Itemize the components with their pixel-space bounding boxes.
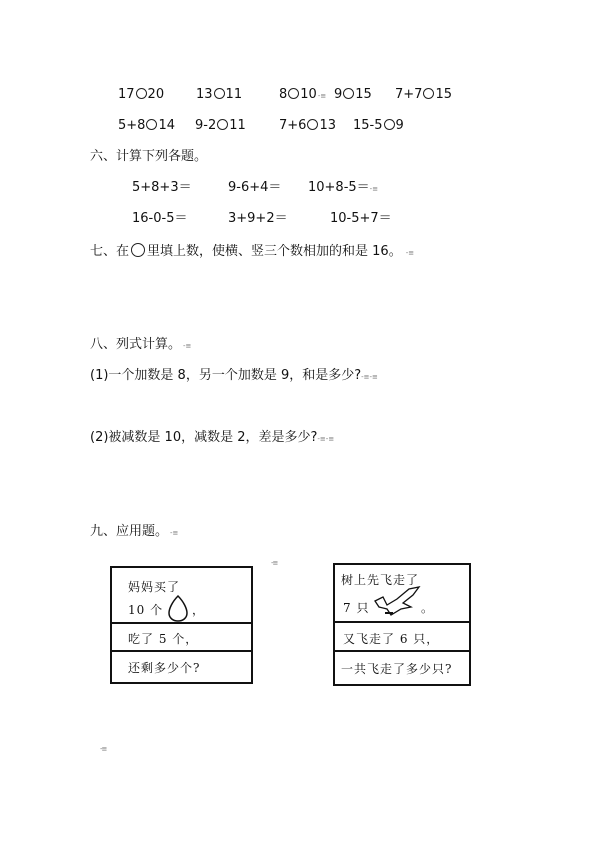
- format-mark: -≡: [100, 745, 107, 753]
- card-text: 一共飞走了多少只?: [341, 662, 453, 676]
- card-text: 树上先飞走了: [341, 573, 420, 587]
- compare-item: 13 11: [196, 87, 243, 102]
- egg-icon: [167, 594, 189, 622]
- section-7-title: 七、在 里填上数，使横、竖三个数相加的和是 16。 -≡: [90, 244, 415, 259]
- blank-circle[interactable]: [146, 119, 157, 130]
- compare-item: 15-5 9: [353, 118, 404, 133]
- card-divider: [335, 650, 469, 652]
- format-mark: -≡: [170, 529, 179, 537]
- compare-item: 17 20: [118, 87, 165, 102]
- calc-item: 16-0-5＝: [132, 211, 188, 226]
- card-text: 又飞走了 6 只，: [343, 632, 440, 646]
- section-8-title: 八、列式计算。 -≡: [90, 337, 192, 352]
- calc-item: 5+8+3＝: [132, 180, 192, 195]
- question-1: (1)一个加数是 8，另一个加数是 9，和是多少?-≡-≡: [90, 368, 378, 383]
- card-text: 10 个: [128, 603, 164, 617]
- calc-item: 3+9+2＝: [228, 211, 288, 226]
- card-text: ，: [192, 603, 206, 617]
- section-9-title: 九、应用题。 -≡: [90, 524, 179, 539]
- card-text: 7 只: [343, 601, 370, 615]
- calc-item: 10+8-5＝-≡: [308, 180, 379, 195]
- blank-circle[interactable]: [384, 119, 395, 130]
- card-divider: [335, 621, 469, 623]
- compare-item: 7+7 15: [395, 87, 452, 102]
- circle-symbol: [131, 243, 145, 257]
- compare-item: 9 15: [334, 87, 372, 102]
- compare-item: 5+8 14: [118, 118, 175, 133]
- problem-card-birds: [333, 563, 471, 686]
- card-text: 妈妈买了: [128, 580, 181, 594]
- question-2: (2)被减数是 10，减数是 2，差是多少?-≡-≡: [90, 430, 335, 445]
- format-mark: -≡: [271, 559, 278, 567]
- blank-circle[interactable]: [288, 88, 299, 99]
- card-divider: [112, 622, 251, 624]
- card-divider: [112, 650, 251, 652]
- problem-card-eggs: [110, 566, 253, 684]
- format-mark: -≡-≡: [317, 435, 335, 443]
- format-mark: -≡: [183, 342, 192, 350]
- card-text: 。: [421, 601, 435, 615]
- card-text: 还剩多少个?: [128, 661, 201, 675]
- calc-item: 9-6+4＝: [228, 180, 282, 195]
- compare-item: 8 10-≡: [279, 87, 327, 102]
- format-mark: -≡: [405, 249, 415, 257]
- blank-circle[interactable]: [343, 88, 354, 99]
- section-6-title: 六、计算下列各题。: [90, 149, 208, 164]
- format-mark: -≡: [317, 92, 327, 100]
- bird-icon: [373, 585, 423, 619]
- blank-circle[interactable]: [136, 88, 147, 99]
- format-mark: -≡-≡: [361, 373, 378, 381]
- blank-circle[interactable]: [214, 88, 225, 99]
- blank-circle[interactable]: [307, 119, 318, 130]
- card-text: 吃了 5 个，: [128, 632, 199, 646]
- compare-item: 9-2 11: [195, 118, 246, 133]
- blank-circle[interactable]: [423, 88, 434, 99]
- blank-circle[interactable]: [217, 119, 228, 130]
- compare-item: 7+6 13: [279, 118, 336, 133]
- calc-item: 10-5+7＝: [330, 211, 392, 226]
- format-mark: -≡: [369, 185, 379, 193]
